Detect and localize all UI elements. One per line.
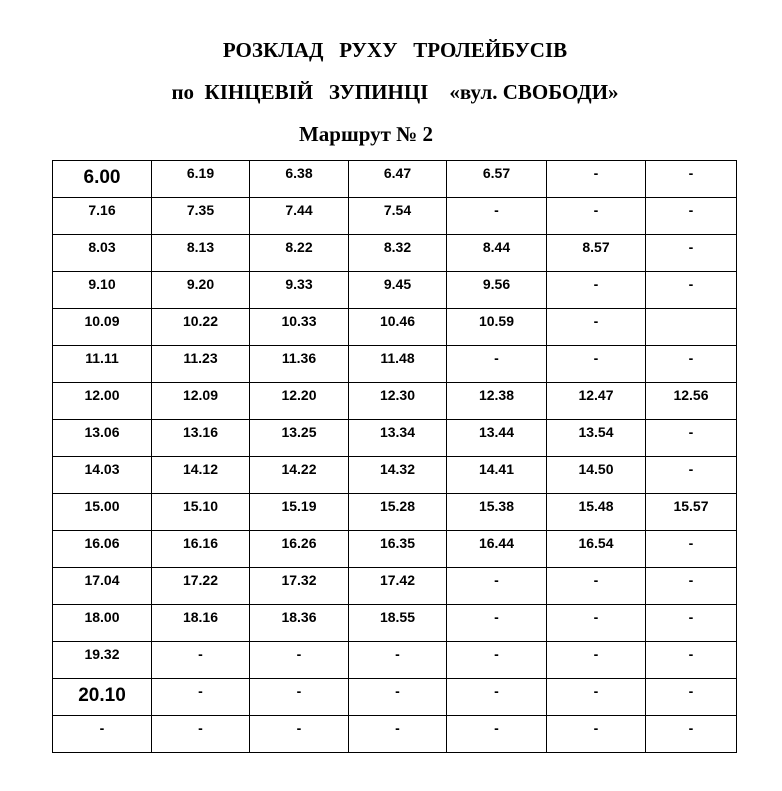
table-row: [53, 309, 737, 346]
table-cell: [349, 383, 447, 420]
departure-hour-time: 15.00: [84, 498, 120, 514]
table-cell: [53, 716, 152, 753]
departure-time: -: [296, 720, 302, 736]
table-cell: [250, 309, 349, 346]
table-cell: [53, 494, 152, 531]
departure-time: -: [593, 683, 599, 699]
departure-time: -: [688, 609, 694, 625]
departure-time: -: [494, 572, 499, 588]
departure-time: 13.34: [379, 424, 416, 440]
table-cell: [152, 272, 250, 309]
table-cell: [447, 346, 547, 383]
table-cell: [646, 642, 737, 679]
table-cell: [646, 309, 737, 346]
table-cell: [250, 531, 349, 568]
departure-time: 16.26: [281, 535, 317, 551]
departure-time: -: [198, 646, 203, 662]
departure-time: -: [688, 165, 694, 181]
table-row: [53, 420, 737, 457]
table-cell: [447, 235, 547, 272]
departure-time: 11.36: [281, 350, 317, 366]
departure-time: 17.22: [182, 572, 219, 588]
table-row: [53, 568, 737, 605]
table-cell: [349, 272, 447, 309]
departure-time: -: [688, 461, 694, 477]
table-cell: [646, 679, 737, 716]
table-cell: [349, 346, 447, 383]
departure-time: 17.32: [281, 572, 317, 588]
table-cell: [250, 346, 349, 383]
departure-time: 9.45: [383, 276, 412, 292]
departure-time: -: [688, 239, 694, 255]
departure-time: -: [198, 720, 203, 736]
table-cell: [646, 198, 737, 235]
table-cell: [447, 679, 547, 716]
table-cell: [547, 605, 646, 642]
departure-time: 18.16: [182, 609, 219, 625]
table-cell: [547, 309, 646, 346]
departure-hour-time: 19.32: [84, 646, 120, 662]
table-cell: [646, 235, 737, 272]
table-cell: [447, 716, 547, 753]
table-cell: [547, 198, 646, 235]
table-cell: [349, 161, 447, 198]
table-cell: [152, 235, 250, 272]
departure-time: 7.44: [285, 202, 313, 218]
departure-time: -: [593, 165, 599, 181]
table-cell: [250, 383, 349, 420]
departure-time: 9.33: [285, 276, 313, 292]
departure-time: 13.16: [182, 424, 219, 440]
departure-time: 10.33: [281, 313, 317, 329]
table-cell: [447, 457, 547, 494]
table-cell: [250, 494, 349, 531]
departure-time: 10.22: [182, 313, 219, 329]
departure-hour-time: 7.16: [88, 202, 116, 218]
table-cell: [53, 346, 152, 383]
schedule-title: РОЗКЛАД РУХУ ТРОЛЕЙБУСІВ: [222, 38, 568, 62]
table-cell: [53, 309, 152, 346]
departure-time: -: [593, 313, 599, 329]
departure-time: 12.56: [673, 387, 709, 403]
departure-time: 7.35: [186, 202, 215, 218]
table-cell: [349, 716, 447, 753]
table-cell: [250, 161, 349, 198]
table-cell: [53, 457, 152, 494]
table-cell: [152, 161, 250, 198]
table-cell: [349, 235, 447, 272]
timetable: [52, 160, 737, 753]
departure-time: 14.41: [478, 461, 515, 477]
departure-time: 16.44: [478, 535, 515, 551]
table-cell: [547, 161, 646, 198]
table-row: [53, 198, 737, 235]
table-cell: [646, 716, 737, 753]
table-cell: [547, 346, 646, 383]
departure-time: 11.48: [380, 350, 415, 366]
table-cell: [447, 531, 547, 568]
timetable-body: [53, 161, 737, 753]
table-cell: [646, 494, 737, 531]
departure-time: -: [688, 350, 694, 366]
table-cell: [250, 605, 349, 642]
departure-time: -: [494, 646, 499, 662]
departure-time: -: [688, 720, 694, 736]
table-cell: [53, 235, 152, 272]
departure-time: -: [593, 276, 599, 292]
departure-time: -: [494, 609, 499, 625]
table-row: [53, 642, 737, 679]
departure-hour-time: 20.10: [78, 685, 126, 706]
table-cell: [547, 272, 646, 309]
departure-time: -: [494, 202, 499, 218]
table-cell: [547, 457, 646, 494]
table-cell: [152, 309, 250, 346]
departure-time: 8.44: [482, 239, 511, 255]
table-cell: [547, 235, 646, 272]
table-cell: [152, 198, 250, 235]
departure-time: 18.36: [281, 609, 317, 625]
table-cell: [250, 716, 349, 753]
table-cell: [250, 679, 349, 716]
table-cell: [646, 605, 737, 642]
departure-time: -: [593, 609, 599, 625]
departure-time: -: [494, 683, 499, 699]
departure-hour-time: 13.06: [84, 424, 120, 440]
table-cell: [53, 605, 152, 642]
departure-time: 12.38: [478, 387, 515, 403]
departure-time: -: [593, 646, 599, 662]
table-cell: [447, 309, 547, 346]
table-cell: [53, 642, 152, 679]
table-cell: [349, 605, 447, 642]
table-cell: [547, 568, 646, 605]
table-cell: [152, 531, 250, 568]
departure-time: -: [395, 646, 400, 662]
table-cell: [53, 568, 152, 605]
departure-time: 8.22: [285, 239, 313, 255]
departure-hour-time: 18.00: [84, 609, 120, 625]
table-row: [53, 531, 737, 568]
table-cell: [447, 494, 547, 531]
departure-hour-time: 11.11: [85, 350, 119, 366]
table-cell: [152, 716, 250, 753]
departure-time: -: [296, 646, 302, 662]
departure-time: -: [593, 350, 599, 366]
table-row: [53, 235, 737, 272]
table-row: [53, 272, 737, 309]
table-cell: [349, 494, 447, 531]
departure-time: 12.09: [182, 387, 219, 403]
departure-time: -: [688, 535, 694, 551]
table-cell: [250, 235, 349, 272]
table-cell: [547, 642, 646, 679]
table-cell: [547, 420, 646, 457]
departure-time: 9.56: [482, 276, 511, 292]
departure-hour-time: 16.06: [84, 535, 120, 551]
departure-time: -: [296, 683, 302, 699]
table-cell: [646, 568, 737, 605]
table-cell: [250, 272, 349, 309]
departure-time: 16.16: [182, 535, 219, 551]
departure-time: 6.57: [482, 165, 511, 181]
departure-time: -: [688, 276, 694, 292]
departure-hour-time: 14.03: [84, 461, 120, 477]
departure-time: 15.10: [182, 498, 219, 514]
table-cell: [547, 383, 646, 420]
table-cell: [53, 531, 152, 568]
departure-time: 6.47: [383, 165, 412, 181]
departure-time: -: [688, 646, 694, 662]
table-cell: [152, 679, 250, 716]
table-cell: [447, 198, 547, 235]
departure-time: -: [688, 572, 694, 588]
table-cell: [349, 420, 447, 457]
departure-time: -: [593, 572, 599, 588]
table-cell: [349, 531, 447, 568]
table-row: [53, 346, 737, 383]
table-row: [53, 457, 737, 494]
departure-time: 8.32: [383, 239, 412, 255]
table-cell: [547, 716, 646, 753]
table-cell: [53, 161, 152, 198]
table-cell: [250, 198, 349, 235]
table-cell: [349, 309, 447, 346]
stop-name-heading: по КІНЦЕВІЙ ЗУПИНЦІ «вул. СВОБОДИ»: [171, 80, 619, 104]
table-cell: [547, 531, 646, 568]
table-cell: [349, 198, 447, 235]
departure-time: 10.46: [379, 313, 416, 329]
departure-time: -: [688, 683, 694, 699]
table-row: [53, 605, 737, 642]
departure-time: 15.57: [673, 498, 709, 514]
departure-time: 8.57: [582, 239, 610, 255]
departure-time: 6.38: [285, 165, 313, 181]
departure-time: 18.55: [379, 609, 416, 625]
table-cell: [646, 346, 737, 383]
table-cell: [547, 494, 646, 531]
departure-time: 15.48: [578, 498, 614, 514]
table-cell: [646, 272, 737, 309]
departure-time: -: [198, 683, 203, 699]
departure-time: 10.59: [478, 313, 515, 329]
departure-time: -: [688, 424, 694, 440]
table-cell: [53, 198, 152, 235]
table-row: [53, 494, 737, 531]
departure-time: 13.25: [281, 424, 317, 440]
departure-time: 12.30: [379, 387, 416, 403]
departure-time: -: [593, 202, 599, 218]
departure-time: 14.50: [578, 461, 614, 477]
departure-time: -: [395, 683, 400, 699]
departure-hour-time: 9.10: [88, 276, 116, 292]
table-cell: [152, 346, 250, 383]
table-cell: [646, 420, 737, 457]
table-cell: [646, 457, 737, 494]
table-cell: [53, 679, 152, 716]
departure-hour-time: 6.00: [83, 167, 121, 188]
departure-time: 17.42: [379, 572, 416, 588]
departure-time: -: [688, 202, 694, 218]
table-cell: [349, 642, 447, 679]
departure-time: 13.44: [478, 424, 515, 440]
departure-time: 7.54: [383, 202, 412, 218]
route-number-heading: Маршрут № 2: [298, 122, 434, 146]
table-cell: [447, 568, 547, 605]
departure-time: 8.13: [186, 239, 215, 255]
departure-time: 14.12: [182, 461, 219, 477]
table-cell: [53, 383, 152, 420]
departure-time: 13.54: [578, 424, 614, 440]
table-cell: [53, 420, 152, 457]
table-cell: [250, 457, 349, 494]
table-row: [53, 161, 737, 198]
departure-hour-time: -: [99, 720, 105, 736]
departure-time: 11.23: [183, 350, 218, 366]
departure-hour-time: 17.04: [84, 572, 120, 588]
table-cell: [250, 642, 349, 679]
table-cell: [250, 420, 349, 457]
table-cell: [646, 383, 737, 420]
departure-time: 12.47: [578, 387, 614, 403]
table-cell: [447, 420, 547, 457]
table-cell: [152, 457, 250, 494]
departure-time: 12.20: [281, 387, 317, 403]
table-cell: [447, 605, 547, 642]
table-cell: [152, 420, 250, 457]
table-cell: [447, 161, 547, 198]
departure-time: -: [494, 350, 499, 366]
departure-time: 6.19: [186, 165, 215, 181]
table-row: [53, 716, 737, 753]
departure-time: 14.22: [281, 461, 317, 477]
table-cell: [646, 531, 737, 568]
table-cell: [447, 383, 547, 420]
table-cell: [447, 272, 547, 309]
table-cell: [646, 161, 737, 198]
table-row: [53, 679, 737, 716]
departure-hour-time: 10.09: [84, 313, 120, 329]
table-cell: [152, 642, 250, 679]
departure-time: -: [494, 720, 499, 736]
table-cell: [349, 568, 447, 605]
table-cell: [152, 605, 250, 642]
table-cell: [250, 568, 349, 605]
table-cell: [349, 457, 447, 494]
table-cell: [447, 642, 547, 679]
table-cell: [53, 272, 152, 309]
departure-time: 15.19: [281, 498, 317, 514]
departure-time: 16.54: [578, 535, 614, 551]
table-cell: [152, 383, 250, 420]
table-cell: [349, 679, 447, 716]
departure-hour-time: 8.03: [88, 239, 116, 255]
departure-time: -: [395, 720, 400, 736]
table-row: [53, 383, 737, 420]
table-cell: [152, 568, 250, 605]
departure-time: 16.35: [379, 535, 416, 551]
departure-time: 15.28: [379, 498, 416, 514]
departure-time: 9.20: [186, 276, 215, 292]
table-cell: [547, 679, 646, 716]
departure-hour-time: 12.00: [84, 387, 120, 403]
table-cell: [152, 494, 250, 531]
departure-time: 15.38: [478, 498, 515, 514]
departure-time: 14.32: [379, 461, 416, 477]
departure-time: -: [593, 720, 599, 736]
